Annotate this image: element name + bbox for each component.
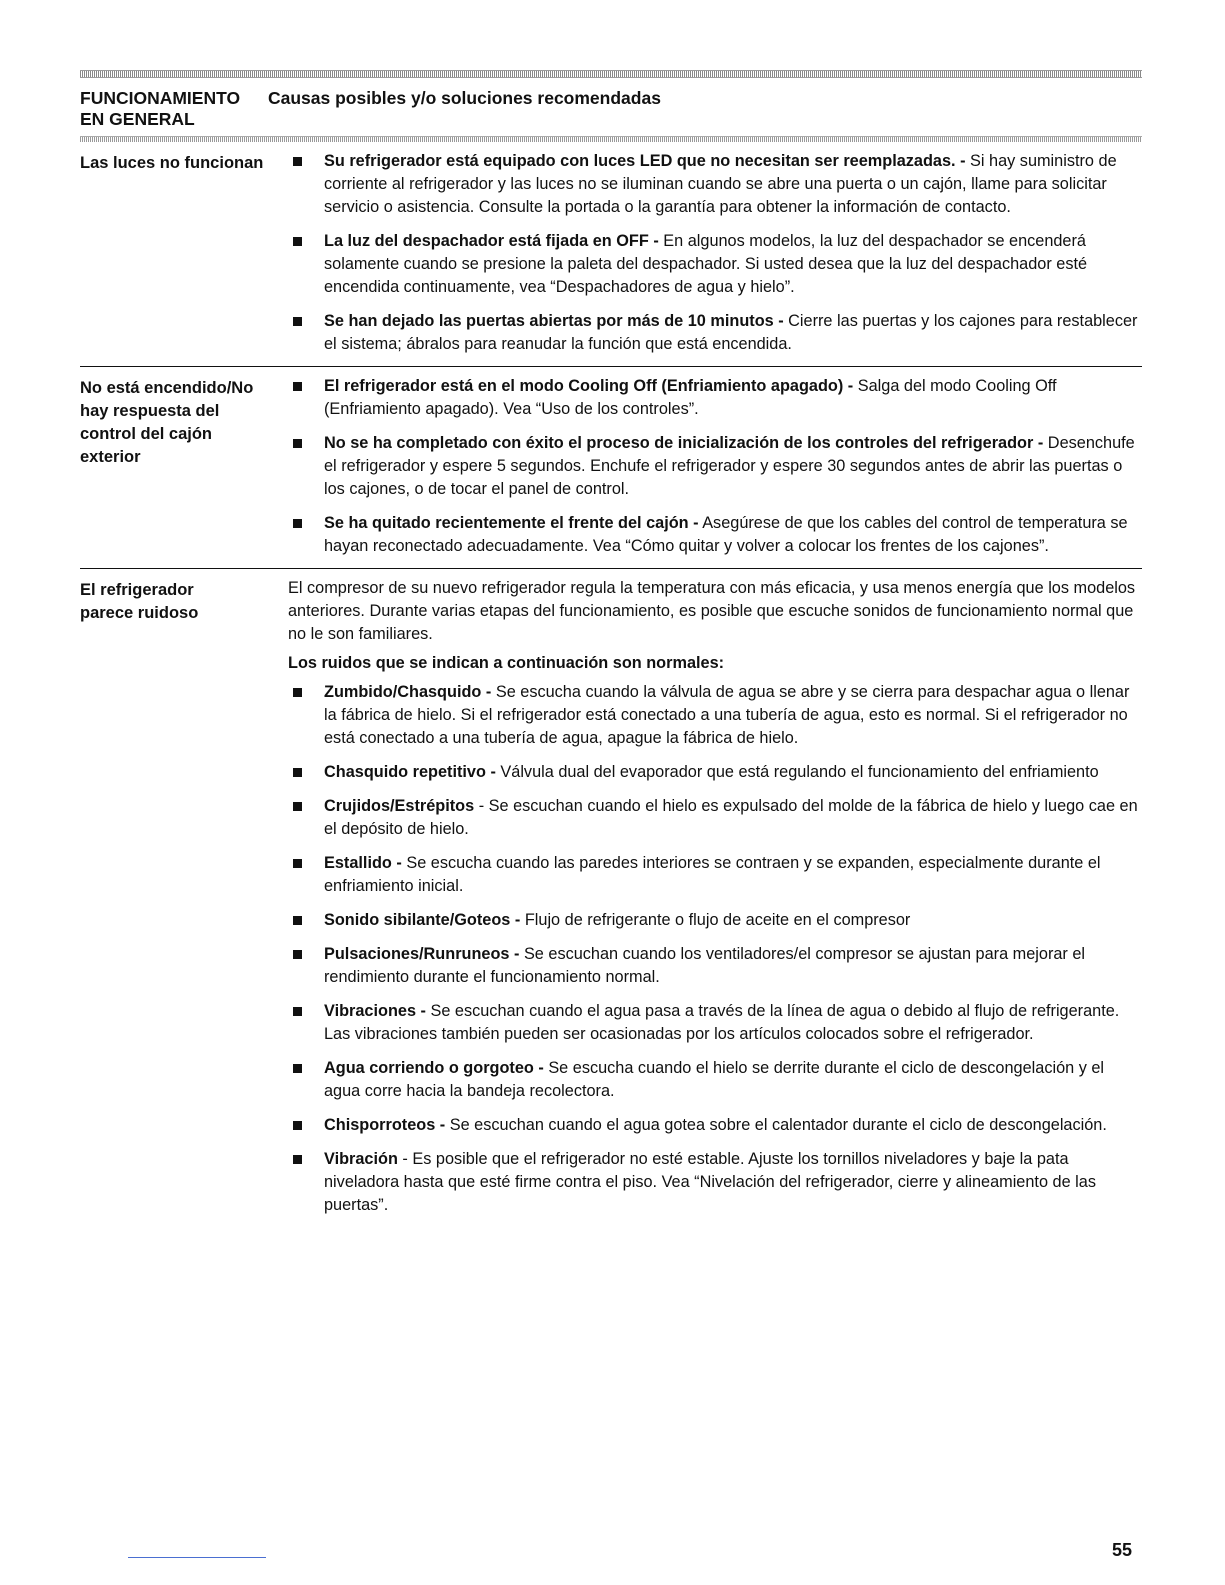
list-item (288, 1114, 1142, 1137)
list-item (288, 909, 1142, 932)
bullet-text: Se escuchan cuando el agua pasa a través de la línea de agua o debido al flujo de refrigerante. Las vibraciones también pueden ser ocasionadas por los artículos colocados sobre el refrigerador. (324, 1002, 1120, 1043)
normal-sounds-heading: Los ruidos que se indican a continuación son normales: (288, 654, 725, 672)
bullet-square-icon (288, 681, 324, 750)
bullet-title: Crujidos/Estrépitos (324, 797, 475, 815)
bullet-square-icon (288, 1148, 324, 1217)
problem-label: Las luces no funcionan (80, 154, 264, 172)
bullet-title: Vibraciones - (324, 1002, 426, 1020)
bullet-square-icon (288, 150, 324, 219)
top-rule (80, 70, 1142, 78)
list-item (288, 1000, 1142, 1046)
bullet-text: - Es posible que el refrigerador no esté estable. Ajuste los tornillos niveladores y baje la pata niveladora hasta que esté firme contra el piso. Vea “Nivelación del refrigerador, cierre y alineamiento de las puertas”. (324, 1150, 1096, 1214)
bullet-title: Vibración (324, 1150, 398, 1168)
list-item (288, 150, 1142, 219)
bullet-square-icon (288, 310, 324, 356)
list-item (288, 795, 1142, 841)
bullet-text: Válvula dual del evaporador que está regulando el funcionamiento del enfriamiento (495, 763, 1099, 781)
header-col1-line1: FUNCIONAMIENTO (80, 88, 241, 108)
list-item (288, 681, 1142, 750)
bullet-text: Se escucha cuando la válvula de agua se abre y se cierra para despachar agua o llenar la fábrica de hielo. Si el refrigerador está conectado a una tubería de agua, esto es normal. Si el refrigerador no está conectado a una tubería de agua, apague la fábrica de hielo. (324, 683, 1130, 747)
bullet-square-icon (288, 1114, 324, 1137)
solutions (288, 375, 1142, 562)
bullet-text: Desenchufe el refrigerador y espere 5 segundos. Enchufe el refrigerador y espere 30 segundos antes de abrir las puertas o los cajones, o de tocar el panel de control. (324, 434, 1135, 498)
bullet-square-icon (288, 512, 324, 558)
bullet-title: Pulsaciones/Runruneos - (324, 945, 520, 963)
bullet-text: Se escucha cuando el hielo se derrite durante el ciclo de descongelación y el agua corre hacia la bandeja recolectora. (324, 1059, 1105, 1100)
section-no-power (80, 367, 1142, 569)
bullet-text: Se escuchan cuando el agua gotea sobre el calentador durante el ciclo de descongelación. (445, 1116, 1107, 1134)
list-item (288, 310, 1142, 356)
bullet-text: Flujo de refrigerante o flujo de aceite en el compresor (520, 911, 911, 929)
bullet-title: Se han dejado las puertas abiertas por más de 10 minutos - (324, 312, 784, 330)
section-noisy (80, 569, 1142, 1227)
bullet-text: Se escuchan cuando los ventiladores/el compresor se ajustan para mejorar el rendimiento durante el funcionamiento normal. (324, 945, 1086, 986)
bullet-title: No se ha completado con éxito el proceso de inicialización de los controles del refrigerador - (324, 434, 1044, 452)
header-column-1 (80, 88, 268, 130)
bullet-square-icon (288, 909, 324, 932)
bullet-square-icon (288, 795, 324, 841)
header-col1-line2: EN GENERAL (80, 109, 195, 129)
table-header (80, 78, 1142, 136)
solutions (288, 577, 1142, 1221)
bullet-text: Cierre las puertas y los cajones para restablecer el sistema; ábralos para reanudar la función que está encendida. (324, 312, 1138, 353)
section-lights (80, 142, 1142, 367)
solutions (288, 150, 1142, 360)
bullet-title: Se ha quitado recientemente el frente del cajón - (324, 514, 699, 532)
bullet-square-icon (288, 943, 324, 989)
list-item (288, 375, 1142, 421)
bullet-square-icon (288, 1057, 324, 1103)
list-item (288, 1148, 1142, 1217)
bullet-title: El refrigerador está en el modo Cooling Off (Enfriamiento apagado) - (324, 377, 854, 395)
bullet-title: Agua corriendo o gorgoteo - (324, 1059, 544, 1077)
list-item (288, 512, 1142, 558)
bullet-square-icon (288, 761, 324, 784)
bullet-text: - Se escuchan cuando el hielo es expulsado del molde de la fábrica de hielo y luego cae en el depósito de hielo. (324, 797, 1138, 838)
list-item (288, 943, 1142, 989)
bullet-title: Chisporroteos - (324, 1116, 446, 1134)
bullet-text: Se escucha cuando las paredes interiores se contraen y se expanden, especialmente durante el enfriamiento inicial. (324, 854, 1101, 895)
troubleshooting-table (80, 70, 1142, 1227)
bullet-title: Chasquido repetitivo - (324, 763, 496, 781)
bullet-title: Estallido - (324, 854, 402, 872)
list-item (288, 852, 1142, 898)
bullet-text: Asegúrese de que los cables del control de temperatura se hayan reconectado adecuadamente. Vea “Cómo quitar y volver a colocar los frentes de los cajones”. (324, 514, 1128, 555)
bullet-text: En algunos modelos, la luz del despachador se encenderá solamente cuando se presione la paleta del despachador. Si usted desea que la luz del despachador esté encendida continuamente, vea “Despachadores de agua y hielo”. (324, 232, 1088, 296)
problem-label: El refrigerador parece ruidoso (80, 581, 199, 622)
bullet-square-icon (288, 375, 324, 421)
bullet-title: Sonido sibilante/Goteos - (324, 911, 521, 929)
list-item (288, 432, 1142, 501)
list-item (288, 761, 1142, 784)
bullet-square-icon (288, 852, 324, 898)
problem-label: No está encendido/No hay respuesta del control del cajón exterior (80, 379, 254, 466)
bullet-text: Si hay suministro de corriente al refrigerador y las luces no se iluminan cuando se abre una puerta o un cajón, llame para solicitar servicio o asistencia. Consulte la portada o la garantía para obtener la información de contacto. (324, 152, 1117, 216)
bullet-square-icon (288, 1000, 324, 1046)
bullet-title: Su refrigerador está equipado con luces LED que no necesitan ser reemplazadas. - (324, 152, 966, 170)
bullet-square-icon (288, 230, 324, 299)
list-item (288, 230, 1142, 299)
bullet-square-icon (288, 432, 324, 501)
header-column-2: Causas posibles y/o soluciones recomendadas (268, 88, 661, 108)
intro-paragraph: El compresor de su nuevo refrigerador regula la temperatura con más eficacia, y usa menos energía que los modelos anteriores. Durante varias etapas del funcionamiento, es posible que escuche sonidos de funcionamiento normal que no le son familiares. (288, 579, 1136, 643)
page-number: 55 (1112, 1540, 1133, 1560)
bullet-text: Salga del modo Cooling Off (Enfriamiento apagado). Vea “Uso de los controles”. (324, 377, 1057, 418)
bullet-title: La luz del despachador está fijada en OFF - (324, 232, 659, 250)
bullet-title: Zumbido/Chasquido - (324, 683, 492, 701)
list-item (288, 1057, 1142, 1103)
footer-link-underline (128, 1557, 266, 1558)
